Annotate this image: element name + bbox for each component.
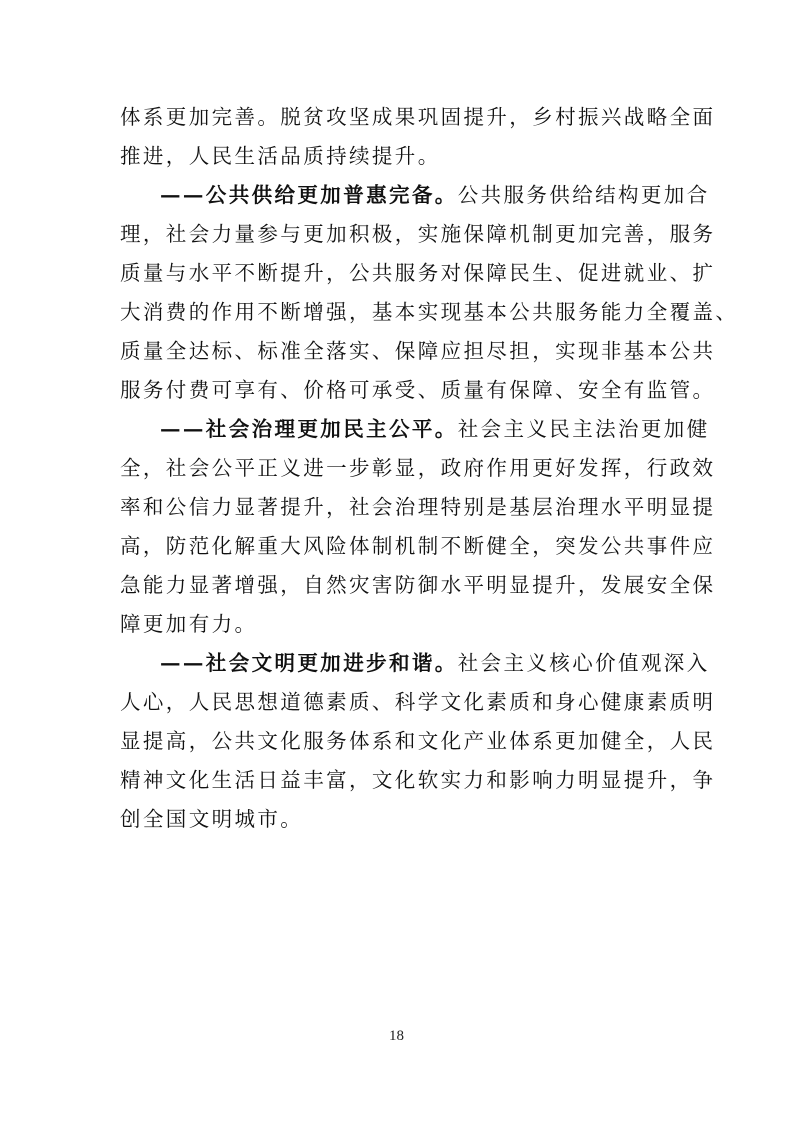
section-heading: ——社会治理更加民主公平。	[160, 417, 458, 441]
paragraph-line: 服务付费可享有、价格可承受、质量有保障、安全有监管。	[120, 378, 716, 402]
paragraph-line: 障更加有力。	[120, 612, 258, 636]
paragraph-line: 高，防范化解重大风险体制机制不断健全，突发公共事件应	[120, 534, 716, 558]
paragraph-line: 显提高，公共文化服务体系和文化产业体系更加健全，人民	[120, 729, 716, 753]
paragraph-text: 公共服务供给结构更加合	[457, 183, 710, 207]
paragraph-line: 创全国文明城市。	[120, 807, 304, 831]
paragraph-line: 体系更加完善。脱贫攻坚成果巩固提升，乡村振兴战略全面	[120, 105, 716, 129]
paragraph-line: 大消费的作用不断增强，基本实现基本公共服务能力全覆盖、	[120, 300, 739, 324]
paragraph-first-line	[160, 182, 710, 208]
paragraph-line: 率和公信力显著提升，社会治理特别是基层治理水平明显提	[120, 495, 716, 519]
section-heading: ——公共供给更加普惠完备。	[160, 183, 458, 207]
paragraph-line: 精神文化生活日益丰富，文化软实力和影响力明显提升，争	[120, 768, 716, 792]
paragraph-text: 社会主义民主法治更加健	[457, 417, 710, 441]
paragraph-line: 推进，人民生活品质持续提升。	[120, 144, 441, 168]
paragraph-text: 社会主义核心价值观深入	[457, 651, 710, 675]
paragraph-line: 全，社会公平正义进一步彰显，政府作用更好发挥，行政效	[120, 456, 716, 480]
page-number: 18	[389, 1028, 404, 1044]
section-heading: ——社会文明更加进步和谐。	[160, 651, 458, 675]
paragraph-line: 人心，人民思想道德素质、科学文化素质和身心健康素质明	[120, 690, 716, 714]
paragraph-line: 质量全达标、标准全落实、保障应担尽担，实现非基本公共	[120, 339, 716, 363]
paragraph-first-line	[160, 416, 710, 442]
paragraph-line: 急能力显著增强，自然灾害防御水平明显提升，发展安全保	[120, 573, 716, 597]
paragraph-line: 质量与水平不断提升，公共服务对保障民生、促进就业、扩	[120, 261, 716, 285]
paragraph-line: 理，社会力量参与更加积极，实施保障机制更加完善，服务	[120, 222, 716, 246]
paragraph-first-line	[160, 650, 710, 676]
